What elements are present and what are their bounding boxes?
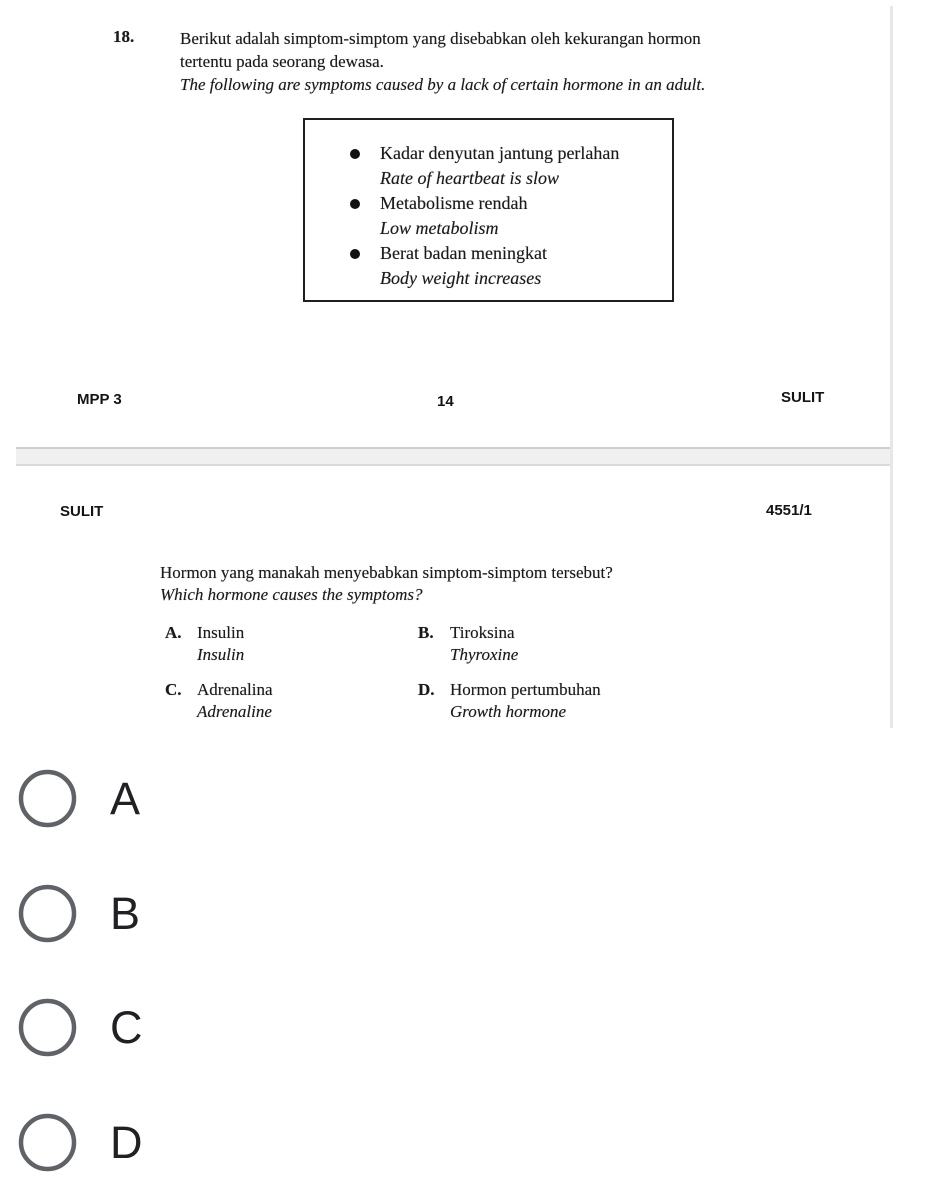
choice-my: Adrenalina (197, 680, 273, 699)
radio-icon[interactable] (18, 1113, 77, 1172)
choice-letter: A. (165, 623, 182, 642)
choice-en: Adrenaline (197, 702, 272, 721)
symptom-my: Metabolisme rendah (380, 193, 528, 213)
question-line-my-1: Berikut adalah simptom-simptom yang disebabkan oleh kekurangan hormon (180, 29, 701, 48)
radio-icon[interactable] (18, 998, 77, 1057)
bullet-icon (350, 199, 360, 209)
choice-letter: D. (418, 680, 435, 699)
page2-header-code: 4551/1 (766, 502, 812, 519)
symptom-item (305, 191, 672, 241)
bullet-icon (350, 249, 360, 259)
printed-choice-d (418, 679, 738, 723)
answer-option-a[interactable] (18, 769, 140, 828)
symptoms-box (303, 118, 674, 302)
choice-en: Insulin (197, 645, 245, 664)
answer-option-label[interactable]: B (110, 888, 141, 939)
answer-option-label[interactable]: A (110, 773, 141, 824)
symptom-item (305, 141, 672, 191)
answer-option-d[interactable] (18, 1113, 143, 1172)
choice-my: Tiroksina (450, 623, 515, 642)
printed-choice-c (165, 679, 418, 723)
question-line-en: The following are symptoms caused by a lack of certain hormone in an adult. (180, 75, 706, 94)
answer-option-label[interactable]: D (110, 1117, 143, 1168)
page2-question (160, 562, 613, 606)
page-divider (16, 447, 891, 466)
bullet-icon (350, 149, 360, 159)
symptom-my: Kadar denyutan jantung perlahan (380, 143, 620, 163)
choice-letter: C. (165, 680, 182, 699)
question-line-my-2: tertentu pada seorang dewasa. (180, 52, 384, 71)
page1-footer-right: SULIT (781, 389, 825, 406)
answer-option-c[interactable] (18, 998, 143, 1057)
printed-choice-b (418, 622, 738, 666)
page2-question-en: Which hormone causes the symptoms? (160, 585, 423, 604)
page2-question-my: Hormon yang manakah menyebabkan simptom-simptom tersebut? (160, 563, 613, 582)
choice-my: Hormon pertumbuhan (450, 680, 601, 699)
question-number: 18. (113, 27, 135, 46)
page2-header-left: SULIT (60, 503, 104, 520)
answer-option-label[interactable]: C (110, 1002, 143, 1053)
choice-en: Growth hormone (450, 702, 567, 721)
radio-icon[interactable] (18, 769, 77, 828)
scan-right-border (890, 6, 893, 728)
page1-footer-left: MPP 3 (77, 391, 122, 408)
symptom-en: Rate of heartbeat is slow (380, 168, 559, 188)
choice-en: Thyroxine (450, 645, 519, 664)
answer-option-b[interactable] (18, 884, 140, 943)
choice-my: Insulin (197, 623, 245, 642)
page1-footer-page-number: 14 (437, 393, 454, 410)
radio-icon[interactable] (18, 884, 77, 943)
symptom-my: Berat badan meningkat (380, 243, 547, 263)
printed-choice-a (165, 622, 418, 666)
choice-letter: B. (418, 623, 434, 642)
symptom-item (305, 241, 672, 291)
question-text (180, 27, 780, 96)
symptom-en: Body weight increases (380, 268, 542, 288)
printed-choices (165, 622, 738, 723)
symptom-en: Low metabolism (380, 218, 499, 238)
